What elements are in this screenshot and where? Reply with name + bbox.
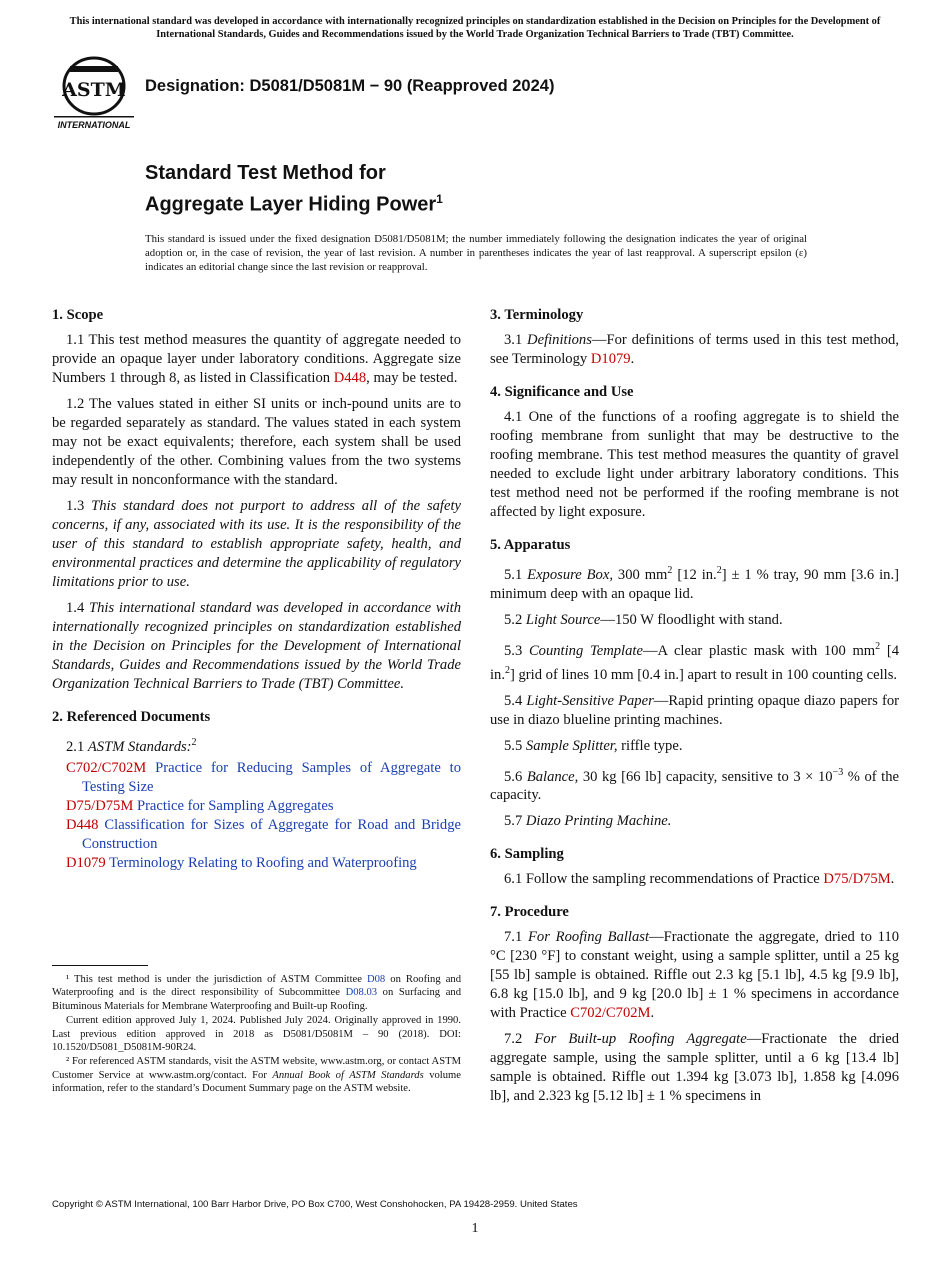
paragraph-5-6	[490, 763, 899, 806]
paragraph-5-5	[490, 737, 899, 756]
tbt-notice: This international standard was developed in accordance with internationally recognized principles on standardization established in the Decision on Principles for the Development of International Standards, Guides and Recommendations issued by the World Trade Organization Technical Barriers to Trade (TBT) Committee.	[69, 16, 881, 40]
paragraph-1-1	[52, 331, 461, 388]
term: Sample Splitter,	[525, 737, 618, 754]
logo-text-top: ASTM	[62, 79, 126, 101]
text: ] grid of lines 10 mm [0.4 in.] apart to result in 100 counting cells.	[510, 666, 898, 683]
text: —For definitions of terms used in this test method, see Terminology	[490, 332, 900, 367]
paragraph-1-2: 1.2 The values stated in either SI units or inch-pound units are to be regarded separately as standard. The values stated in each system may not be exact equivalents; therefore, each system shall be used independently of the other. Combining values from the two systems may result in nonconformance with the standard.	[52, 396, 461, 488]
text: —Rapid printing opaque diazo papers for use in diazo blueline printing machines.	[490, 692, 899, 728]
copyright: Copyright © ASTM International, 100 Barr Harbor Drive, PO Box C700, West Conshohocken, PA 19428-2959. United States	[52, 1199, 578, 1210]
superscript: 2	[505, 664, 510, 676]
para-number: 3.1	[504, 332, 528, 348]
paragraph-5-4	[490, 692, 899, 730]
para-number: 5.5	[504, 737, 526, 754]
reference-title[interactable]: Practice for Sampling Aggregates	[136, 797, 334, 814]
footnote-2	[52, 1055, 461, 1095]
text: .	[890, 871, 895, 888]
para-number: 5.7	[504, 813, 526, 830]
reference-code[interactable]: C702/C702M	[66, 759, 147, 776]
link-d08-03[interactable]: D08.03	[345, 987, 378, 999]
footnote-1	[52, 973, 461, 1013]
term: For Roofing Ballast	[528, 929, 650, 946]
paragraph-5-2	[490, 611, 899, 630]
section-sampling	[490, 845, 899, 889]
title-footnote-mark: 1	[436, 192, 443, 206]
text: volume information, refer to the standard’s Document Summary page on the ASTM website.	[52, 1069, 461, 1095]
section-heading: 7. Procedure	[490, 904, 569, 921]
footnote-edition: Current edition approved July 1, 2024. Published July 2024. Originally approved in 1990. Last previous edition approved in 2018 as D5081/D5081M – 90 (2018). DOI: 10.1520/D5081_D5081M-90R24.	[52, 1015, 461, 1054]
text: —Fractionate the dried aggregate sample, using the sample splitter, until a 6 kg [13.4 lb] sample is obtained. Riffle out 1.394 kg [3.073 lb], 1.858 kg [4.096 lb], and 2.323 kg [5.12 lb] ± 1 % specimens in	[490, 1031, 899, 1105]
logo-text-bottom: INTERNATIONAL	[57, 120, 131, 130]
para-number: 2.1	[66, 738, 88, 755]
text: —150 W floodlight with stand.	[600, 611, 783, 628]
text: —Fractionate the aggregate, dried to 110 °C [230 °F] to constant weight, using a sample splitter, until a 25 kg [55 lb] sample is obtained. Riffle out 2.3 kg [5.1 lb], 4.5 kg [9.9 lb], 6.8 kg [15.0 lb], and 9 kg [20.0 lb] ± 1 % specimens in accordance with Practice	[490, 929, 899, 1022]
footnote-mark: 2	[191, 737, 197, 748]
paragraph-5-3	[490, 637, 899, 685]
link-c702[interactable]: C702/C702M	[570, 1005, 651, 1022]
reference-item[interactable]	[52, 797, 461, 816]
text: ASTM Standards:	[87, 738, 192, 755]
section-referenced-documents	[52, 708, 461, 873]
term: Balance,	[526, 768, 579, 785]
left-column	[52, 306, 461, 887]
section-terminology	[490, 306, 899, 369]
title-line-2	[145, 186, 443, 218]
link-d75[interactable]: D75/D75M	[823, 871, 891, 888]
text: .	[630, 351, 635, 367]
text: This standard does not purport to address all of the safety concerns, if any, associated with its use. It is the responsibility of the user of this standard to establish appropriate safety, health, and environmental practices and determine the applicability of regulatory limitations prior to use.	[52, 498, 461, 590]
para-number: 7.2	[504, 1031, 535, 1048]
title-line-1: Standard Test Method for	[145, 162, 386, 184]
para-number: 5.3	[504, 642, 529, 659]
term: For Built-up Roofing Aggregate	[534, 1031, 747, 1048]
text: , may be tested.	[366, 370, 458, 386]
para-number: 5.1	[504, 566, 528, 583]
reference-code[interactable]: D75/D75M	[66, 797, 134, 814]
para-number: 5.4	[504, 692, 527, 709]
section-apparatus	[490, 536, 899, 831]
reference-code[interactable]: D1079	[66, 854, 106, 871]
reference-code[interactable]: D448	[66, 816, 99, 833]
term: Light Source	[525, 611, 601, 628]
section-significance	[490, 383, 899, 522]
link-d1079[interactable]: D1079	[590, 351, 631, 367]
astm-logo-icon	[52, 56, 136, 132]
text: 1.1 This test method measures the quantity of aggregate needed to provide an opaque layer under laboratory conditions. Aggregate size Numbers 1 through 8, as listed in Classification	[52, 332, 461, 386]
paragraph-7-1	[490, 928, 899, 1023]
paragraph-5-7	[490, 812, 899, 831]
reference-title[interactable]: Classification for Sizes of Aggregate for Road and Bridge Construction	[82, 816, 461, 852]
superscript: −3	[832, 766, 844, 778]
reference-title[interactable]: Practice for Reducing Samples of Aggregate to Testing Size	[82, 759, 462, 795]
text: riffle type.	[617, 737, 683, 754]
superscript: 2	[716, 565, 722, 576]
footnote-divider	[52, 965, 148, 966]
section-heading: 1. Scope	[52, 307, 104, 323]
reference-item[interactable]	[52, 816, 461, 854]
reference-item[interactable]	[52, 854, 461, 873]
section-heading: 3. Terminology	[490, 307, 584, 323]
section-heading: 2. Referenced Documents	[52, 709, 211, 725]
section-scope	[52, 306, 461, 694]
text: on Surfacing and Bituminous Materials for Membrane Waterproofing and Built-up Roofing.	[52, 987, 461, 1012]
reference-title[interactable]: Terminology Relating to Roofing and Waterproofing	[109, 854, 417, 871]
text: ¹ This test method is under the jurisdiction of ASTM Committee	[66, 974, 367, 985]
issued-note: This standard is issued under the fixed designation D5081/D5081M; the number immediately following the designation indicates the year of original adoption or, in the case of revision, the year of last revision. A number in parentheses indicates the year of last reapproval. A superscript epsilon (ε) indicates an editorial change since the last revision or reapproval.	[145, 233, 807, 274]
right-column	[490, 306, 899, 1120]
page-number: 1	[471, 1221, 479, 1236]
reference-item[interactable]	[52, 759, 461, 797]
title-line-2-text: Aggregate Layer Hiding Power	[145, 193, 437, 216]
link-d08[interactable]: D08	[366, 974, 386, 985]
page-title	[145, 160, 443, 218]
para-number: 5.6	[504, 768, 527, 785]
text: This international standard was developed in accordance with internationally recognized principles on standardization established in the Decision on Principles for the Development of International Standards, Guides and Recommendations issued by the World Trade Organization Technical Barriers to Trade (TBT) Committee.	[52, 600, 462, 692]
text: [4 in.	[490, 642, 900, 683]
superscript: 2	[875, 640, 881, 652]
text: 30 kg [66 lb] capacity, sensitive to 3 × 10	[578, 768, 833, 785]
link-d448[interactable]: D448	[333, 370, 367, 386]
text: ² For referenced ASTM standards, visit the ASTM website, www.astm.org, or contact ASTM Customer Service at www.astm.org/contact. For	[52, 1056, 461, 1081]
text: on Roofing and Waterproofing and is the direct responsibility of Subcommittee	[52, 974, 461, 999]
term: Exposure Box,	[527, 566, 613, 583]
text: Annual Book of ASTM Standards	[272, 1069, 424, 1081]
term: Definitions	[527, 332, 592, 348]
section-heading: 6. Sampling	[490, 846, 564, 863]
text: 300 mm	[612, 566, 668, 583]
section-heading: 4. Significance and Use	[490, 384, 634, 400]
text: .	[650, 1005, 655, 1022]
para-number: 1.3	[66, 498, 92, 514]
term: Diazo Printing Machine.	[525, 813, 672, 830]
paragraph-2-1	[52, 733, 461, 757]
paragraph-7-2	[490, 1030, 899, 1106]
term: Counting Template	[528, 642, 643, 659]
designation: Designation: D5081/D5081M − 90 (Reapproved 2024)	[145, 77, 555, 95]
text: 6.1 Follow the sampling recommendations of Practice	[504, 871, 824, 888]
paragraph-3-1	[490, 331, 899, 369]
para-number: 1.4	[66, 600, 90, 616]
text: —A clear plastic mask with 100 mm	[642, 642, 876, 659]
paragraph-4-1: 4.1 One of the functions of a roofing aggregate is to shield the roofing membrane from sunlight that may be destructive to the roofing membrane. This test method measures the quantity of gravel needed to exclude light under arbitrary laboratory conditions. This test method need not be performed if the roofing membrane is not affected by light exposure.	[490, 409, 899, 520]
section-heading: 5. Apparatus	[490, 537, 571, 553]
superscript: 2	[667, 565, 673, 576]
paragraph-6-1	[490, 870, 899, 889]
paragraph-1-3	[52, 497, 461, 592]
para-number: 7.1	[504, 929, 529, 946]
term: Light-Sensitive Paper	[526, 692, 654, 709]
section-procedure	[490, 903, 899, 1106]
footnotes	[52, 973, 461, 1097]
text: % of the capacity.	[490, 768, 900, 804]
text: ] ± 1 % tray, 90 mm [3.6 in.] minimum deep with an opaque lid.	[490, 566, 899, 602]
para-number: 5.2	[504, 611, 526, 628]
text: [12 in.	[672, 566, 717, 583]
paragraph-1-4	[52, 599, 461, 694]
paragraph-5-1	[490, 561, 899, 604]
